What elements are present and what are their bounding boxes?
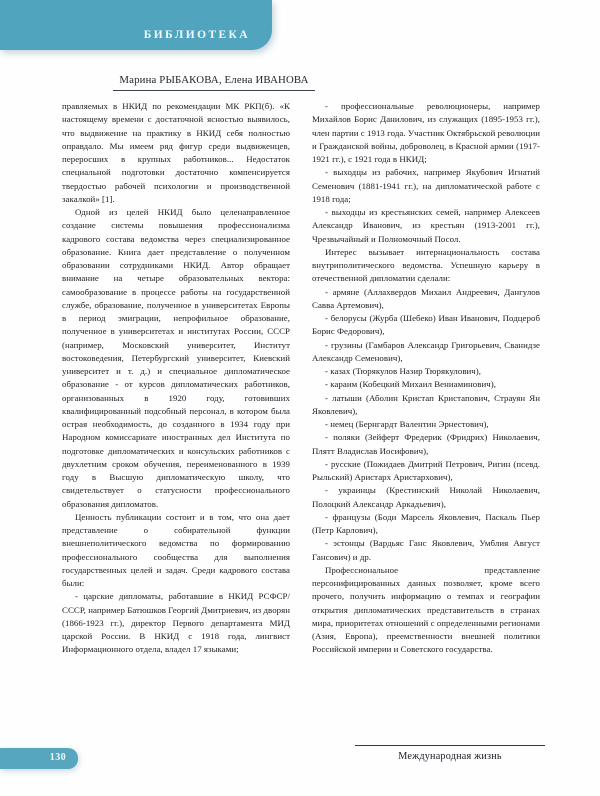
body-paragraph: - белорусы (Журба (Шебеко) Иван Иванович, Подцероб Борис Федорович), [312, 313, 540, 337]
body-paragraph: - казах (Тюрякулов Назир Тюрякулович), [325, 366, 482, 376]
body-paragraph: Ценность публикации состоит и в том, что она дает представление о собирательной функции внешнеполитического ведомства по формированию профессионального сообщества для выполнения государственных целей и задач. Среди кадрового состава были: [62, 511, 290, 588]
right-column [312, 100, 540, 730]
body-paragraph: - русские (Пожидаев Дмитрий Петрович, Ригин (псевд. Рыльский) Аристарх Аристархович), [312, 458, 540, 482]
body-columns [62, 100, 540, 730]
body-paragraph: - эстонцы (Вардьяс Ганс Яковлевич, Умблия Август Гансович) и др. [312, 538, 540, 562]
body-paragraph: - грузины (Гамбаров Александр Григорьевич, Сванидзе Александр Семенович), [312, 339, 540, 363]
byline [113, 74, 315, 91]
body-paragraph: Профессиональное представление персонифицированных данных позволяет, кроме всего прочего, получить информацию о темпах и географии открытия дипломатических представительств в странах мира, приоритетах отношений с определенными регионами (Азия, Европа), преемственности внешней политики Российской империи и Советского государства. [312, 564, 540, 655]
footer-journal [355, 745, 545, 762]
journal-name: Международная жизнь [398, 751, 502, 762]
body-paragraph: - армяне (Аллахвердов Михаил Андреевич, Дангулов Савва Артемович), [312, 286, 540, 310]
body-paragraph: Одной из целей НКИД было целенаправленное создание системы повышения профессионализма кадрового состава ведомства через специализированное образование. Книга дает представление о полученном образовании сотрудниками НКИД. Автор обращает внимание на четыре образовательных вектора: самообразование в процессе работы на государственной службе, образование, полученное в университетах Европы в период эмиграции, непрофильное образование, полученное в университетах и институтах России, СССР (например, Московский университет, Институт востоковедения, Петербургский университет, Киевский университет и т. д.) и специальное дипломатическое образование - от курсов дипломатических работников, организованных в 1920 году, готовивших квалифицированный подсобный персонал, в котором была острая необходимость, до созданного в 1934 году при Народном комиссариате иностранных дел Института по подготовке дипломатических и консульских работников с двухлетним сроком обучения, переименованного в 1939 году в Высшую дипломатическую школу, что свидетельствует о статусности профессионального образования дипломатов. [62, 207, 290, 509]
page-number: 130 [49, 752, 66, 763]
body-paragraph: - профессиональные революционеры, например Михайлов Борис Данилович, из служащих (1895-1953 гг.), член партии с 1913 года. Участник Октябрьской революции и Гражданской войны, доброволец, в Красной армии (1917-1921 гг.), с 1921 года в НКИД; [312, 101, 540, 164]
body-paragraph: - французы (Боди Марсель Яковлевич, Паскаль Пьер (Петр Карлович), [312, 511, 540, 535]
left-column [62, 100, 290, 730]
body-paragraph: - латыши (Аболин Кристап Кристапович, Страуян Ян Яковлевич), [312, 392, 540, 416]
body-paragraph: - немец (Бернгардт Валентин Эрнестович), [325, 419, 489, 429]
body-paragraph: Интерес вызывает интернациональность состава внутриполитического ведомства. Успешную карьеру в отечественной дипломатии сделали: [312, 246, 540, 284]
byline-authors: Марина РЫБАКОВА, Елена ИВАНОВА [119, 74, 309, 86]
body-paragraph: - царские дипломаты, работавшие в НКИД РСФСР/СССР, например Батюшков Георгий Дмитриевич, из дворян (1866-1923 гг.), директор Первого департамента МИД царской России. В НКИД с 1918 года, лингвист Информационного отдела, владел 17 языками; [62, 591, 290, 655]
section-banner [0, 0, 272, 50]
page-number-tab [0, 748, 78, 769]
body-paragraph: - выходцы из рабочих, например Якубович Игнатий Семенович (1881-1941 гг.), на дипломатической работе с 1918 года; [312, 167, 540, 204]
section-banner-label: БИБЛИОТЕКА [143, 29, 250, 41]
footer-rule [355, 745, 545, 746]
body-paragraph: - выходцы из крестьянских семей, например Алексеев Александр Иванович, из крестьян (1913-2001 гг.), Чрезвычайный и Полномочный Посол. [312, 207, 540, 244]
body-paragraph: - поляки (Зейферт Фредерик (Фридрих) Николаевич, Плятт Владислав Иосифович), [312, 432, 540, 456]
body-paragraph: - караим (Кобецкий Михаил Вениаминович), [325, 379, 496, 390]
body-paragraph: правляемых в НКИД по рекомендации МК РКП(б). «К настоящему времени с достаточной ясностью выявилось, что выдвижение на практику в НКИД себя полностью оправдало. Мы имеем ряд фигур среди выдвиженцев, переросших в крупных работников... Недостаток специальной подготовки достаточно компенсируется твердостью рабочей психологии и производственной закалкой» [1]. [62, 101, 290, 204]
byline-rule [113, 90, 315, 91]
body-paragraph: - украинцы (Крестинский Николай Николаевич, Полоцкий Александр Аркадьевич), [312, 485, 540, 509]
